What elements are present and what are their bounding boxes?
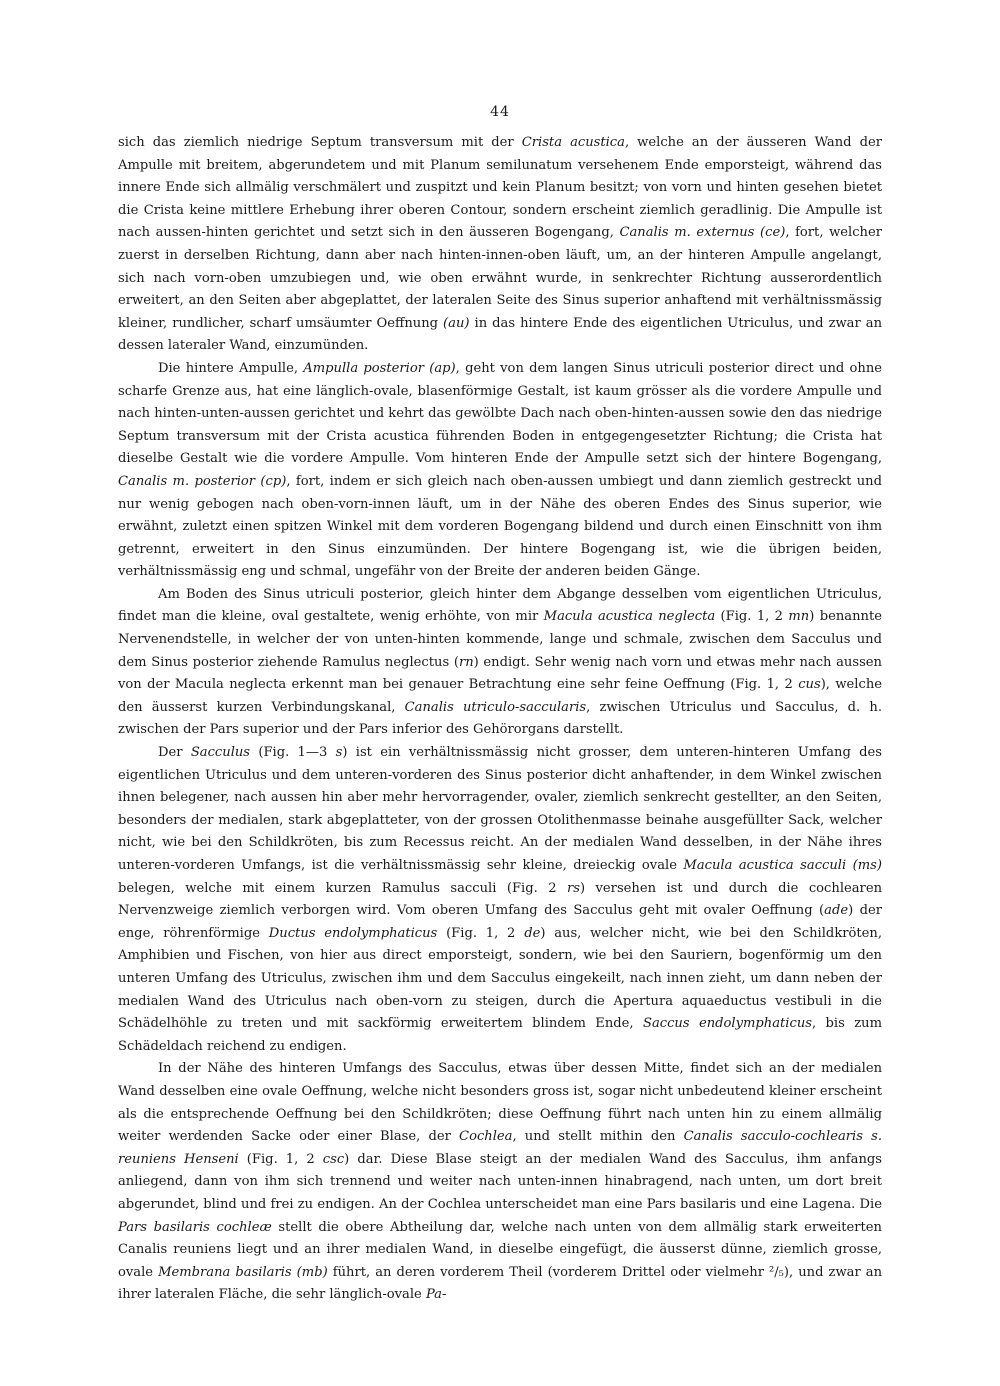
italic-term: Macula acustica neglecta xyxy=(543,609,716,625)
text-run: ), welche den äusserst kurzen Verbindungskanal, xyxy=(118,677,883,715)
italic-term: rn xyxy=(458,654,474,670)
text-run: ) versehen ist und durch die cochlearen Nervenzweige ziemlich verborgen wird. Vom oberen Umfang des Sacculus geht mit ovaler Oeffnung ( xyxy=(118,880,883,919)
italic-term: cus xyxy=(798,677,821,693)
text-run: Der xyxy=(158,745,191,761)
italic-term: Canalis m. posterior (cp) xyxy=(118,473,287,489)
page-number: 44 xyxy=(490,104,510,120)
text-run: in das hintere Ende des eigentlichen Utriculus, und zwar an dessen lateraler Wand, einzumünden. xyxy=(118,315,882,354)
text-run: (Fig. 1, 2 xyxy=(437,925,525,941)
italic-term: (au) xyxy=(443,315,470,331)
italic-term: ade xyxy=(824,903,849,919)
italic-term: Crista acustica xyxy=(521,135,625,150)
paragraph-p1 xyxy=(118,132,882,358)
text-run: , und stellt mithin den xyxy=(512,1129,684,1145)
text-run: , zwischen Utriculus und Sacculus, d. h. zwischen der Pars superior und der Pars inferior des Gehörorgans darstellt. xyxy=(118,699,882,738)
italic-term: s xyxy=(335,745,343,761)
italic-term: Canalis m. externus (ce) xyxy=(619,225,786,241)
text-run: , bis zum Schädeldach reichend zu endigen. xyxy=(118,1016,882,1054)
body-text xyxy=(118,132,882,1307)
text-run: , fort, indem er sich gleich nach oben-aussen umbiegt und dann ziemlich gestreckt und nur wenig gebogen nach oben-vorn-innen läuft, um in der Nähe des oberen Endes des Sinus superior, wie erwähnt, zuletzt einen spitzen Winkel mit dem vorderen Bogengang bildend und durch einen Einschnitt von ihm getrennt, erweitert in den Sinus einzumünden. Der hintere Bogengang ist, wie die übrigen beiden, verhältnissmässig eng und schmal, ungefähr von der Breite der anderen beiden Gänge. xyxy=(118,473,882,580)
text-run: ) endigt. Sehr wenig nach vorn und etwas mehr nach aussen von der Macula neglecta erkennt man bei genauer Betrachtung eine sehr feine Oeffnung (Fig. 1, 2 xyxy=(118,654,882,693)
text-run: ) benannte Nervenendstelle, in welcher der von unten-hinten kommende, lange und schmale, zwischen dem Sacculus und dem Sinus posterior ziehende Ramulus neglectus ( xyxy=(118,609,882,670)
text-run: (Fig. 1, 2 xyxy=(715,609,789,625)
italic-term: Canalis utriculo-saccularis xyxy=(404,699,587,715)
italic-term: Pars basilaris cochleæ xyxy=(118,1219,272,1235)
text-run: , welche an der äusseren Wand der Ampulle mit breitem, abgerundetem und mit Planum semilunatum versehenem Ende emporsteigt, während das innere Ende sich allmälig verschmälert und zuspitzt und kein Planum besitzt; von vorn und hinten gesehen bietet die Crista keine mittlere Erhebung ihrer oberen Contour, sondern erscheint ziemlich geradlinig. Die Ampulle ist nach aussen-hinten gerichtet und setzt sich in den äusseren Bogengang, xyxy=(118,135,882,241)
text-run: Am Boden des Sinus utriculi posterior, gleich hinter dem Abgange desselben vom eigentlichen Utriculus, findet man die kleine, oval gestaltete, wenig erhöhte, von mir xyxy=(118,586,882,625)
text-run: (Fig. 1—3 xyxy=(250,745,336,761)
italic-term: Saccus endolymphaticus xyxy=(642,1016,812,1032)
paragraph-p3 xyxy=(118,584,882,742)
italic-term: csc xyxy=(322,1151,345,1167)
italic-term: Macula acustica sacculi (ms) xyxy=(683,858,882,873)
italic-term: Membrana basilaris (mb) xyxy=(158,1264,328,1280)
text-run: stellt die obere Abtheilung dar, welche nach unten von dem allmälig stark erweiterten Canalis reuniens liegt und an ihrer medialen Wand, in dieselbe eingefügt, die äusserst dünne, ziemlich grosse, ovale xyxy=(118,1219,882,1280)
text-run: ) dar. Diese Blase steigt an der medialen Wand des Sacculus, ihm anfangs anliegend, dann von ihm sich trennend und weiter nach unten-innen hinabragend, nach unten, um dort breit abgerundet, blind und frei zu endigen. An der Cochlea unterscheidet man eine Pars basilaris und eine Lagena. Die xyxy=(118,1151,882,1212)
italic-term: Pa- xyxy=(425,1287,447,1303)
italic-term: Cochlea xyxy=(459,1129,513,1145)
italic-term: rs xyxy=(567,880,580,896)
text-run: ) der enge, röhrenförmige xyxy=(118,903,882,941)
italic-term: Ductus endolymphaticus xyxy=(268,925,438,941)
paragraph-p4 xyxy=(118,742,882,1058)
text-run: , geht von dem langen Sinus utriculi posterior direct und ohne scharfe Grenze aus, hat eine länglich-ovale, blasenförmige Gestalt, ist kaum grösser als die vordere Ampulle und nach hinten-unten-aussen gerichtet und kehrt das gewölbte Dach nach oben-hinten-aussen sowie den das niedrige Septum transversum mit der Crista acustica führenden Boden in entgegengesetzter Richtung; die Crista hat dieselbe Gestalt wie die vordere Ampulle. Vom hinteren Ende der Ampulle setzt sich der hintere Bogengang, xyxy=(118,360,883,467)
italic-term: Sacculus xyxy=(190,745,251,761)
text-run: Die hintere Ampulle, xyxy=(158,360,304,376)
text-run: (Fig. 1, 2 xyxy=(238,1151,323,1167)
paragraph-p2 xyxy=(118,358,882,584)
text-run: ) aus, welcher nicht, wie bei den Schildkröten, Amphibien und Fischen, von hier aus direct emporsteigt, sondern, wie bei den Sauriern, bogenförmig um den unteren Umfang des Utriculus, zwischen ihm und dem Sacculus eingekeilt, nach innen zieht, um dann neben der medialen Wand des Utriculus nach oben-vorn zu steigen, durch die Apertura aquaeductus vestibuli in die Schädelhöhle zu treten und mit sackförmig erweitertem blindem Ende, xyxy=(118,925,882,1032)
italic-term: de xyxy=(524,925,541,941)
text-run: In der Nähe des hinteren Umfangs des Sacculus, etwas über dessen Mitte, findet sich an der medialen Wand desselben eine ovale Oeffnung, welche nicht besonders gross ist, sogar nicht unbedeutend kleiner erscheint als die entsprechende Oeffnung bei den Schildkröten; diese Oeffnung führt nach unten hin zu einem allmälig weiter werdenden Sacke oder einer Blase, der xyxy=(118,1061,882,1145)
italic-term: mn xyxy=(788,609,810,625)
text-run: führt, an deren vorderem Theil (vorderem Drittel oder vielmehr ²/₅), und zwar an ihrer lateralen Fläche, die sehr länglich-ovale xyxy=(118,1264,883,1303)
italic-term: Ampulla posterior (ap) xyxy=(303,360,456,376)
text-run: , fort, welcher zuerst in derselben Richtung, dann aber nach hinten-innen-oben läuft, um, an der hinteren Ampulle angelangt, sich nach vorn-oben umzubiegen und, wie oben erwähnt wurde, in senkrechter Richtung ausserordentlich erweitert, an den Seiten aber abgeplattet, der lateralen Seite des Sinus superior anhaftend mit verhältnissmässig kleiner, rundlicher, scharf umsäumter Oeffnung xyxy=(118,225,883,331)
text-run: belegen, welche mit einem kurzen Ramulus sacculi (Fig. 2 xyxy=(118,880,567,896)
text-run: ) ist ein verhältnissmässig nicht grosser, dem unteren-hinteren Umfang des eigentlichen Utriculus und dem unteren-vorderen des Sinus posterior dicht anhaftender, in dem Winkel zwischen ihnen belegener, nach aussen hin aber mehr hervorragender, ovaler, ziemlich senkrecht gestellter, an den Seiten, besonders der medialen, stark abgeplatteter, von der grossen Otolithenmasse beinahe ausgefüllter Sack, welcher nicht, wie bei den Schildkröten, bis zum Recessus reicht. An der medialen Wand desselben, in der Nähe ihres unteren-vorderen Umfangs, ist die verhältnissmässig sehr kleine, dreieckig ovale xyxy=(118,745,882,873)
text-run: sich das ziemlich niedrige Septum transversum mit der xyxy=(118,135,522,150)
italic-term: Canalis sacculo-cochlearis s. reuniens Henseni xyxy=(118,1129,882,1167)
paragraph-p5 xyxy=(118,1058,882,1307)
